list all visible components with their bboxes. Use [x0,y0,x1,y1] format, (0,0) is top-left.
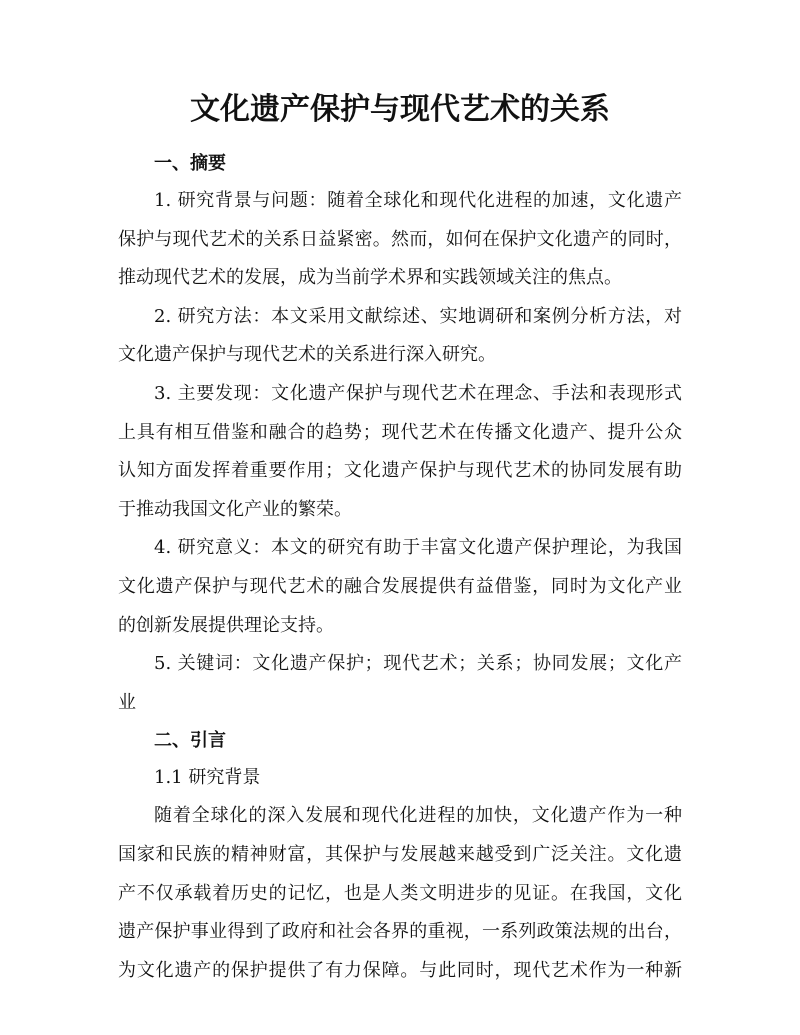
text-line: 3. 主要发现：文化遗产保护与现代艺术在理念、手法和表现形式 [154,382,682,404]
subsection-heading-research-background: 1.1 研究背景 [154,767,261,789]
text-line: 为文化遗产的保护提供了有力保障。与此同时，现代艺术作为一种新 [118,959,682,981]
text-line: 1. 研究背景与问题：随着全球化和现代化进程的加速，文化遗产 [154,190,682,211]
text-line: 随着全球化的深入发展和现代化进程的加快，文化遗产作为一种 [154,805,682,827]
text-line: 5. 关键词：文化遗产保护；现代艺术；关系；协同发展；文化产 [154,653,682,675]
text-line: 文化遗产保护与现代艺术的融合发展提供有益借鉴，同时为文化产业 [118,575,682,597]
text-line: 认知方面发挥着重要作用；文化遗产保护与现代艺术的协同发展有助 [118,460,682,482]
text-line: 4. 研究意义：本文的研究有助于丰富文化遗产保护理论，为我国 [154,537,682,559]
section-heading-abstract: 一、摘要 [154,153,226,174]
abstract-paragraph-1 [118,182,682,298]
text-line: 文化遗产保护与现代艺术的关系进行深入研究。 [118,344,496,366]
abstract-paragraph-2 [118,298,682,375]
document-title: 文化遗产保护与现代艺术的关系 [190,92,610,127]
text-line: 上具有相互借鉴和融合的趋势；现代艺术在传播文化遗产、提升公众 [118,421,682,443]
text-line: 于推动我国文化产业的繁荣。 [118,498,352,520]
text-line: 保护与现代艺术的关系日益紧密。然而，如何在保护文化遗产的同时， [118,228,682,250]
text-line: 产不仅承载着历史的记忆，也是人类文明进步的见证。在我国，文化 [118,882,682,904]
text-line: 的创新发展提供理论支持。 [118,614,334,636]
text-line: 遗产保护事业得到了政府和社会各界的重视，一系列政策法规的出台， [118,921,682,943]
abstract-paragraph-5 [118,645,682,722]
text-line: 推动现代艺术的发展，成为当前学术界和实践领域关注的焦点。 [118,267,622,289]
section-heading-introduction: 二、引言 [154,730,226,752]
abstract-paragraph-3 [118,375,682,529]
text-line: 2. 研究方法：本文采用文献综述、实地调研和案例分析方法，对 [154,305,682,327]
text-line: 业 [118,691,136,713]
introduction-paragraph-1 [118,797,682,990]
abstract-paragraph-4 [118,529,682,645]
text-line: 国家和民族的精神财富，其保护与发展越来越受到广泛关注。文化遗 [118,843,682,865]
